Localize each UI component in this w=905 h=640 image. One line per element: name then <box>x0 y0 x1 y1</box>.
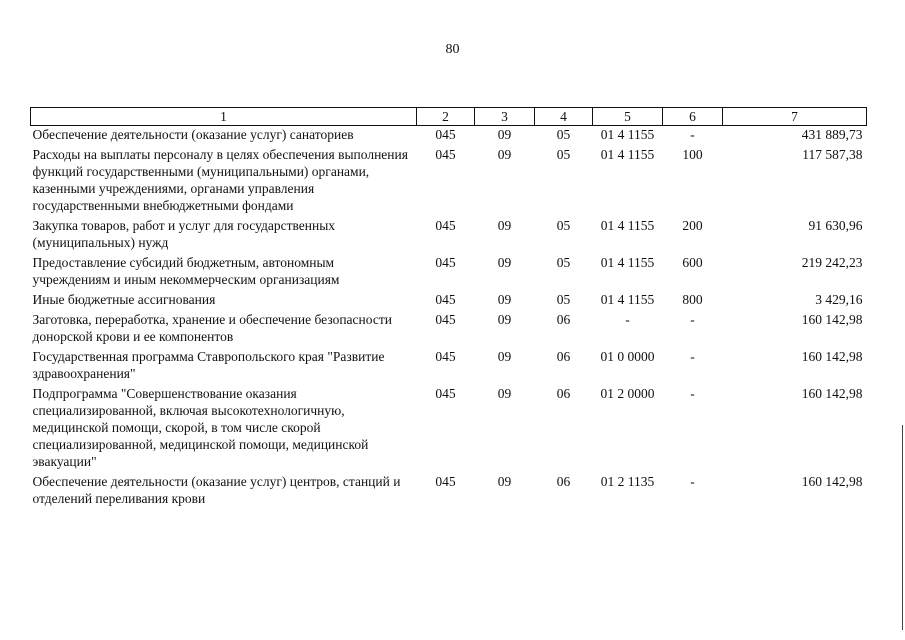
header-col-7: 7 <box>723 108 867 126</box>
row-amount: 117 587,38 <box>802 147 863 162</box>
row-code-4: 06 <box>556 349 571 364</box>
table-row <box>31 291 867 311</box>
header-col-5: 5 <box>593 108 663 126</box>
row-amount: 160 142,98 <box>801 386 863 401</box>
row-code-2: 045 <box>435 127 456 142</box>
row-code-6: - <box>690 312 695 327</box>
row-code-4: 06 <box>556 312 571 327</box>
row-name: Обеспечение деятельности (оказание услуг) центров, станций и отделений переливания крови <box>32 474 401 506</box>
row-code-6: - <box>690 474 695 489</box>
row-code-3: 09 <box>497 312 512 327</box>
row-code-6: 600 <box>682 255 703 270</box>
row-code-2: 045 <box>435 386 456 401</box>
row-code-4: 05 <box>556 255 571 270</box>
header-col-4: 4 <box>535 108 593 126</box>
row-code-6: 200 <box>682 218 703 233</box>
row-name: Предоставление субсидий бюджетным, автономным учреждениям и иным некоммерческим организациям <box>32 255 340 287</box>
row-code-4: 06 <box>556 386 571 401</box>
row-name: Иные бюджетные ассигнования <box>32 292 216 307</box>
table-row <box>31 385 867 473</box>
row-code-3: 09 <box>497 255 512 270</box>
row-code-2: 045 <box>435 218 456 233</box>
row-name: Подпрограмма "Совершенствование оказания специализированной, включая высокотехнологичную, медицинской помощи, скорой, в том числе скорой специализированной, медицинской помощи, медицинской эвакуации" <box>32 386 369 469</box>
row-amount: 160 142,98 <box>801 474 863 489</box>
table-row <box>31 254 867 291</box>
row-name: Обеспечение деятельности (оказание услуг) санаториев <box>32 127 354 142</box>
row-code-2: 045 <box>435 255 456 270</box>
row-code-4: 05 <box>556 147 571 162</box>
row-name: Заготовка, переработка, хранение и обеспечение безопасности донорской крови и ее компонентов <box>32 312 392 344</box>
row-amount: 431 889,73 <box>801 127 863 142</box>
row-amount: 160 142,98 <box>801 349 863 364</box>
row-code-3: 09 <box>497 218 512 233</box>
row-code-4: 05 <box>556 292 571 307</box>
row-code-2: 045 <box>435 349 456 364</box>
row-code-5: 01 2 1135 <box>600 474 655 489</box>
row-code-2: 045 <box>435 292 456 307</box>
row-code-2: 045 <box>435 474 456 489</box>
page-number: 80 <box>445 42 460 57</box>
row-name: Расходы на выплаты персоналу в целях обеспечения выполнения функций государственными (муниципальными) органами, казенными учреждениями, органами управления государственными внебюджетными фондами <box>32 147 408 213</box>
row-code-6: 100 <box>682 147 703 162</box>
header-col-1: 1 <box>31 108 417 126</box>
table-row <box>31 217 867 254</box>
table-header-row <box>31 108 867 126</box>
row-code-4: 05 <box>556 218 571 233</box>
row-code-2: 045 <box>435 147 456 162</box>
row-amount: 91 630,96 <box>808 218 863 233</box>
row-code-5: 01 4 1155 <box>600 147 655 162</box>
row-code-4: 05 <box>556 127 571 142</box>
header-col-3: 3 <box>475 108 535 126</box>
row-name: Закупка товаров, работ и услуг для государственных (муниципальных) нужд <box>32 218 336 250</box>
row-amount: 219 242,23 <box>801 255 863 270</box>
row-code-5: 01 4 1155 <box>600 218 655 233</box>
row-code-5: 01 4 1155 <box>600 292 655 307</box>
table-row <box>31 126 867 147</box>
row-code-3: 09 <box>497 127 512 142</box>
row-code-5: 01 2 0000 <box>600 386 655 401</box>
row-code-3: 09 <box>497 474 512 489</box>
row-code-2: 045 <box>435 312 456 327</box>
budget-table <box>30 107 867 510</box>
row-name: Государственная программа Ставропольского края "Развитие здравоохранения" <box>32 349 385 381</box>
table-row <box>31 348 867 385</box>
row-amount: 160 142,98 <box>801 312 863 327</box>
header-col-6: 6 <box>663 108 723 126</box>
row-code-6: - <box>690 349 695 364</box>
row-code-5: - <box>625 312 630 327</box>
row-code-4: 06 <box>556 474 571 489</box>
table-row <box>31 473 867 510</box>
table-row <box>31 311 867 348</box>
row-code-6: - <box>690 127 695 142</box>
row-code-6: 800 <box>682 292 703 307</box>
row-code-3: 09 <box>497 349 512 364</box>
row-code-3: 09 <box>497 292 512 307</box>
row-code-5: 01 4 1155 <box>600 255 655 270</box>
row-code-3: 09 <box>497 386 512 401</box>
table-row <box>31 146 867 217</box>
header-col-2: 2 <box>417 108 475 126</box>
row-amount: 3 429,16 <box>815 292 863 307</box>
row-code-5: 01 4 1155 <box>600 127 655 142</box>
row-code-6: - <box>690 386 695 401</box>
row-code-3: 09 <box>497 147 512 162</box>
row-code-5: 01 0 0000 <box>600 349 655 364</box>
scan-edge-line <box>902 425 903 630</box>
